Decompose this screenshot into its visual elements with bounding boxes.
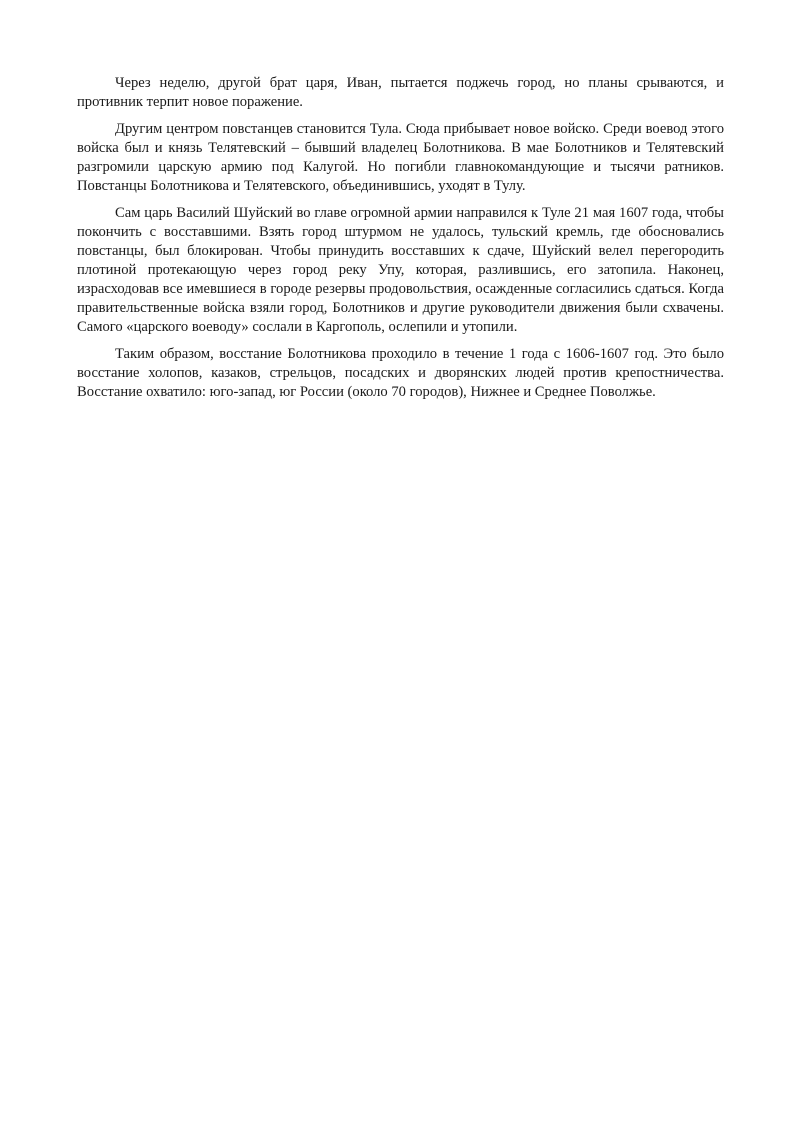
paragraph-4: Таким образом, восстание Болотникова проходило в течение 1 года с 1606-1607 год. Это было восстание холопов, казаков, стрельцов, посадских и дворянских людей против крепостничества. Восстание охватило: юго-запад, юг России (около 70 городов), Нижнее и Среднее Поволжье. — [77, 346, 724, 400]
document-page — [77, 74, 724, 410]
paragraph-3: Сам царь Василий Шуйский во главе огромной армии направился к Туле 21 мая 1607 года, чтобы покончить с восставшими. Взять город штурмом не удалось, тульский кремль, где обосновались повстанцы, был блокирован. Чтобы принудить восставших к сдаче, Шуйский велел перегородить плотиной протекающую через город реку Упу, которая, разлившись, его затопила. Наконец, израсходовав все имевшиеся в городе резервы продовольствия, осажденные согласились сдаться. Когда правительственные войска взяли город, Болотников и другие руководители движения были схвачены. Самого «царского воеводу» сослали в Каргополь, ослепили и утопили. — [77, 205, 724, 335]
paragraph-1: Через неделю, другой брат царя, Иван, пытается поджечь город, но планы срываются, и противник терпит новое поражение. — [77, 75, 724, 110]
paragraph-2: Другим центром повстанцев становится Тула. Сюда прибывает новое войско. Среди воевод этого войска был и князь Телятевский – бывший владелец Болотникова. В мае Болотников и Телятевский разгромили царскую армию под Калугой. Но погибли главнокомандующие и тысячи ратников. Повстанцы Болотникова и Телятевского, объединившись, уходят в Тулу. — [77, 121, 724, 194]
